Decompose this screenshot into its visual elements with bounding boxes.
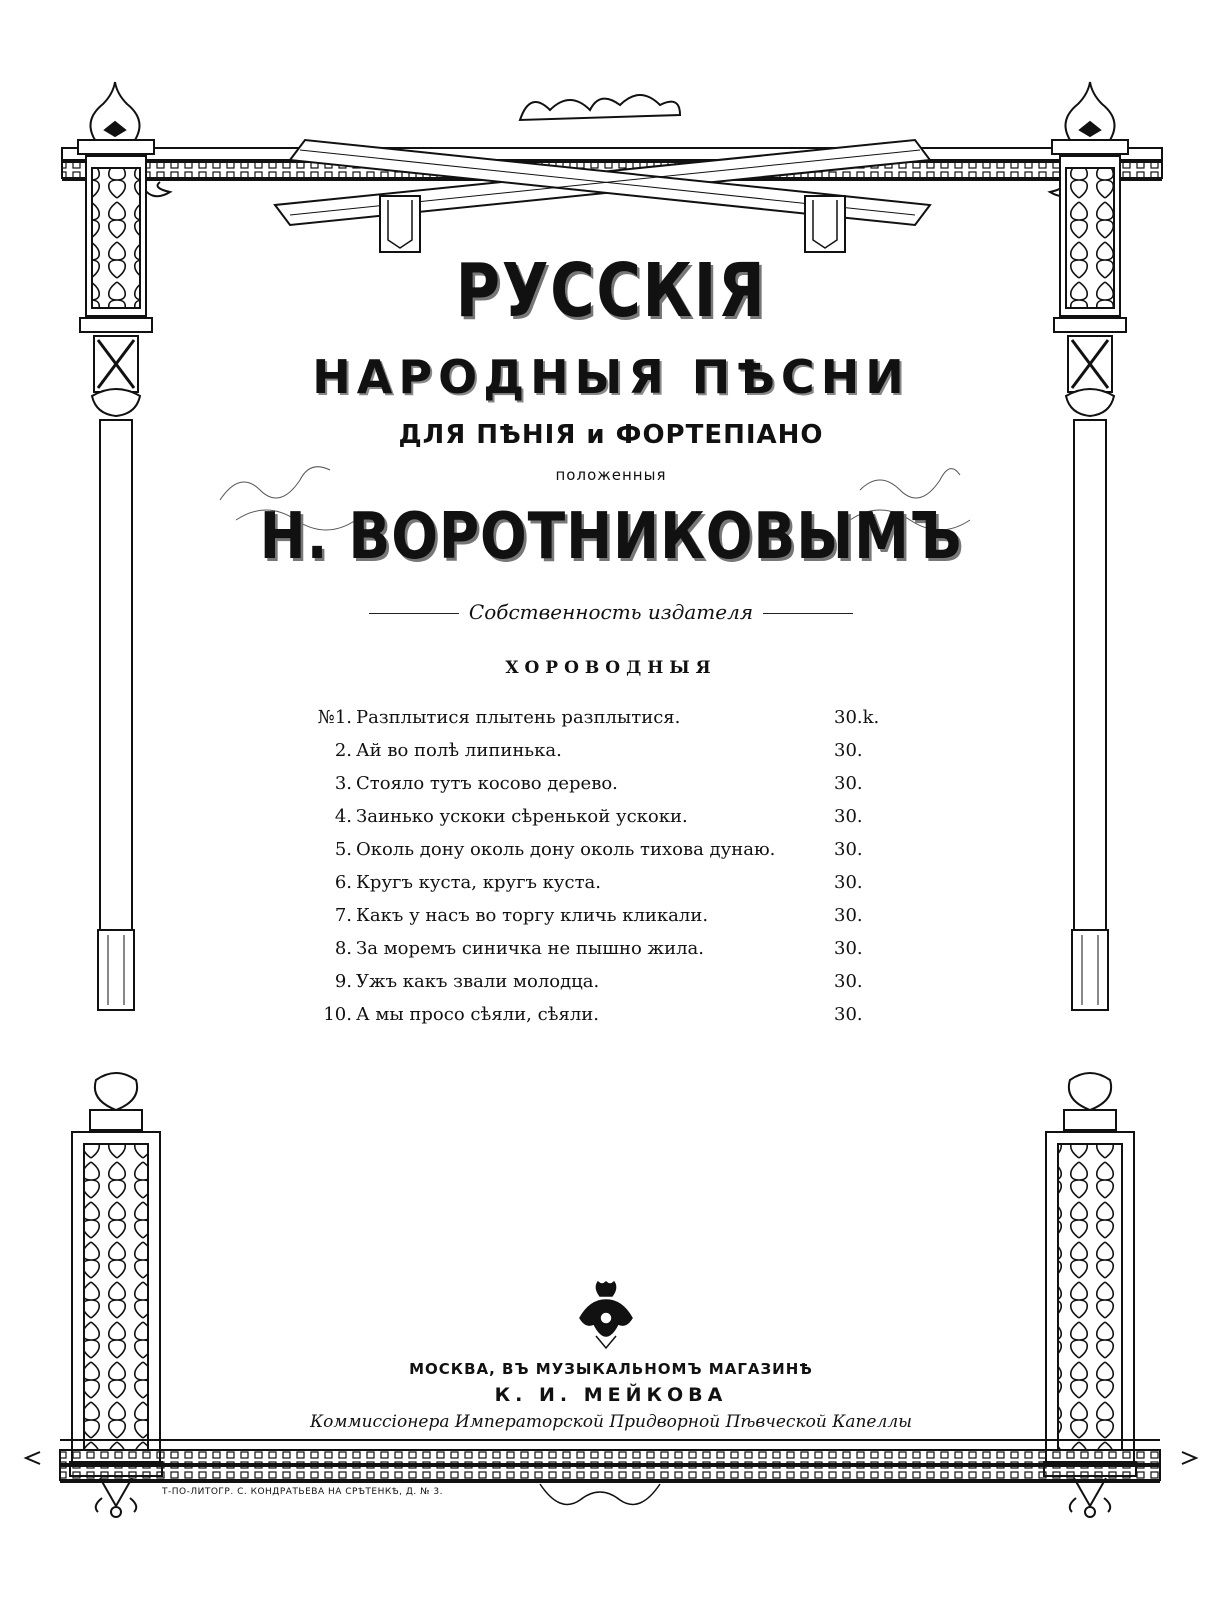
song-price: 30. [834,740,863,761]
song-price: 30. [834,839,863,860]
song-price: 30. [834,806,863,827]
printer-imprint: Т-ПО-ЛИТОГР. С. КОНДРАТЬЕВА НА СРѢТЕНКѢ, Д. № 3. [162,1487,443,1497]
song-price: 30.k. [834,707,880,728]
song-number: 8. [334,938,352,959]
song-price: 30. [834,905,863,926]
song-number: 4. [334,806,352,827]
song-number: №1. [317,707,352,728]
composer-name: Н. ВОРОТНИКОВЫМЪ [259,500,963,574]
section-heading: ХОРОВОДНЫЯ [505,658,717,678]
publisher-city: МОСКВА, ВЪ МУЗЫКАЛЬНОМЪ МАГАЗИНѢ [409,1360,813,1378]
song-row [308,905,888,937]
title-russkiya: РУССКІЯ [455,248,767,334]
song-row [308,938,888,970]
song-number: 3. [334,773,352,794]
song-title: Ай во полѣ липинька. [356,740,562,761]
song-row [308,1004,888,1036]
song-row [308,740,888,772]
song-row [308,773,888,805]
title-for-voice-piano: ДЛЯ ПѢНІЯ и ФОРТЕПІАНО [398,420,824,450]
song-title: Ужъ какъ звали молодца. [356,971,600,992]
song-number: 2. [334,740,352,761]
song-row [308,707,888,739]
song-price: 30. [834,971,863,992]
title-arranged: положенныя [555,466,667,484]
song-row [308,839,888,871]
song-number: 7. [334,905,352,926]
song-title: Стояло тутъ косово дерево. [356,773,618,794]
song-number: 5. [334,839,352,860]
song-title: Заинько ускоки сѣренькой ускоки. [356,806,688,827]
song-title: Разплытися плытень разплытися. [356,707,681,728]
song-row [308,872,888,904]
publisher-name: К. И. МЕЙКОВА [494,1384,728,1406]
song-row [308,806,888,838]
song-price: 30. [834,1004,863,1025]
song-title: За моремъ синичка не пышно жила. [356,938,704,959]
imperial-eagle-emblem [580,1282,632,1348]
song-price: 30. [834,938,863,959]
song-title: Кругъ куста, кругъ куста. [356,872,602,893]
song-title: Какъ у насъ во торгу кличь кликали. [356,905,709,926]
song-title: А мы просо сѣяли, сѣяли. [356,1004,600,1025]
song-number: 6. [334,872,352,893]
song-row [308,971,888,1003]
song-number: 9. [334,971,352,992]
title-folk-songs: НАРОДНЫЯ ПѢСНИ [312,350,910,404]
song-number: 10. [323,1004,352,1025]
song-price: 30. [834,872,863,893]
song-price: 30. [834,773,863,794]
ownership-note: Собственность издателя [0,600,1222,624]
publisher-title: Коммиссіонера Императорской Придворной Пѣвческой Капеллы [309,1412,912,1432]
song-title: Околь дону околь дону околь тихова дунаю. [356,839,776,860]
